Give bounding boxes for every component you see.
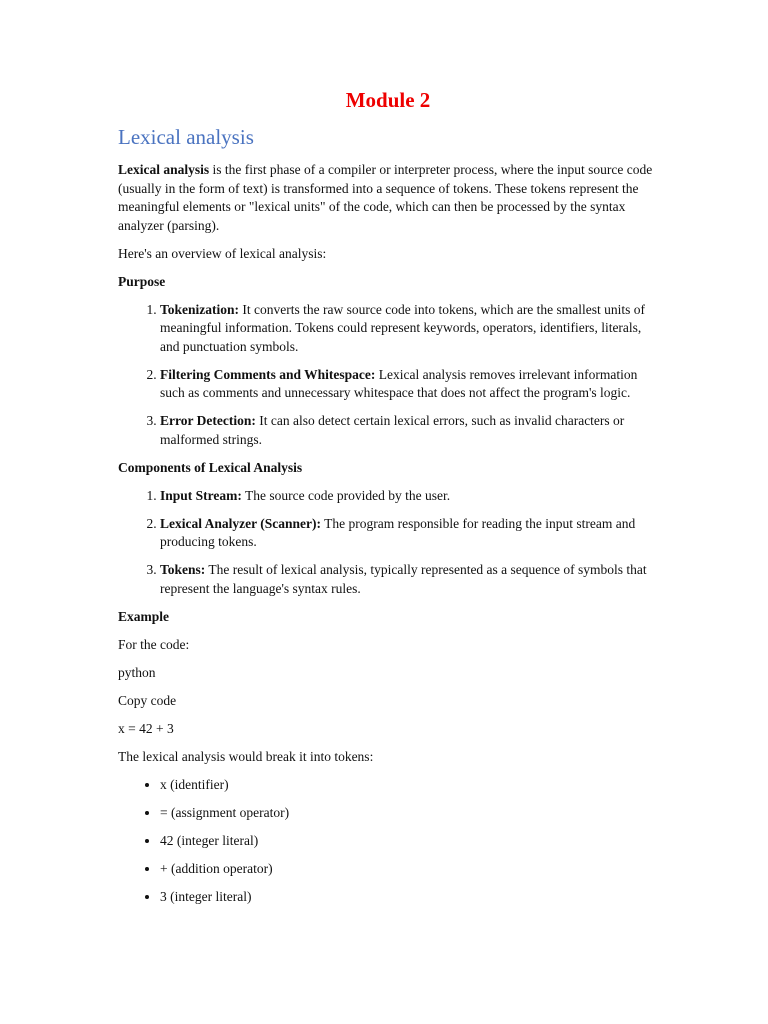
purpose-item-text: It converts the raw source code into tokens, which are the smallest units of meaningful information. Tokens could represent keywords, operators, identifiers, literals, and punctuation symbols.	[160, 301, 646, 354]
intro-paragraph	[118, 161, 658, 235]
purpose-item-term: Error Detection:	[160, 413, 256, 428]
example-heading: Example	[118, 608, 170, 624]
break-into-tokens-text: The lexical analysis would break it into tokens:	[118, 748, 374, 764]
token-item: • + (addition operator)	[160, 860, 658, 879]
for-the-code-text: For the code:	[118, 636, 190, 652]
code-language-label: python	[118, 664, 156, 680]
section-title: Lexical analysis	[118, 125, 254, 149]
component-item-term: Tokens:	[160, 562, 206, 577]
token-item: • 42 (integer literal)	[160, 832, 658, 851]
component-item-scanner	[160, 515, 658, 552]
component-item-input-stream	[160, 487, 658, 506]
intro-text: is the first phase of a compiler or interpreter process, where the input source code (usually in the form of text) is transformed into a sequence of tokens. These tokens represent the meaningful elements or "lexical units" of the code, which can then be processed by the syntax analyzer (parsing).	[118, 162, 653, 233]
component-item-term: Lexical Analyzer (Scanner):	[160, 515, 321, 531]
purpose-item-term: Tokenization:	[160, 301, 240, 317]
module-title: Module 2	[345, 88, 431, 112]
code-line: x = 42 + 3	[118, 720, 174, 736]
token-list	[118, 776, 658, 907]
intro-bold-lead: Lexical analysis	[118, 162, 210, 177]
component-item-text: The source code provided by the user.	[241, 487, 451, 503]
component-item-text: The program responsible for reading the input stream and producing tokens.	[160, 515, 636, 549]
component-item-term: Input Stream:	[160, 487, 242, 503]
purpose-item-filtering	[160, 366, 658, 403]
purpose-item-term: Filtering Comments and Whitespace:	[160, 366, 376, 382]
token-item: • x (identifier)	[160, 776, 658, 795]
purpose-item-tokenization	[160, 301, 658, 357]
overview-text: Here's an overview of lexical analysis:	[118, 245, 327, 261]
purpose-item-error-detection	[160, 412, 658, 449]
component-item-text: The result of lexical analysis, typically represented as a sequence of symbols that represent the language's syntax rules.	[160, 562, 647, 596]
copy-code-text: Copy code	[118, 692, 177, 708]
components-list	[118, 487, 658, 599]
token-item: • = (assignment operator)	[160, 804, 658, 823]
components-heading: Components of Lexical Analysis	[118, 459, 303, 475]
purpose-item-text: It can also detect certain lexical errors, such as invalid characters or malformed strings.	[160, 413, 625, 447]
purpose-heading: Purpose	[118, 273, 166, 289]
component-item-tokens	[160, 561, 658, 598]
purpose-list	[118, 301, 658, 450]
token-item: • 3 (integer literal)	[160, 888, 658, 907]
purpose-item-text: Lexical analysis removes irrelevant information such as comments and unnecessary whitespace that does not affect the program's logic.	[160, 366, 638, 400]
page-content	[118, 86, 658, 916]
